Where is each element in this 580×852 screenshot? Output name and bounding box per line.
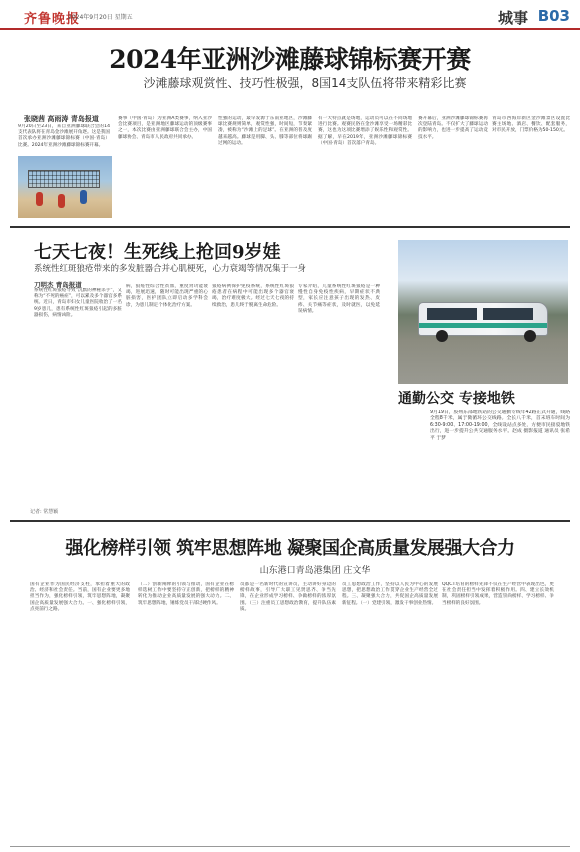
story2-col-2: 病，狼疮性综合性贫血，重度肾功能衰竭，进展迅速，随时可能出现严重的心脏损害，医护团队立即启动多学科会诊，为患儿制定个体化治疗方案。 bbox=[126, 284, 208, 308]
story1-col-3: 性强的运动，最早发源于东南亚地区，沙滩藤球比赛规则简单，观赏性强，时间短，节奏紧凑，被称为“沙滩上的足球”。在亚洲的普及度越来越高。藤球是用脚、头、膝等部位将球踢过网的运动。 bbox=[218, 116, 312, 146]
section-divider bbox=[10, 520, 570, 522]
masthead bbox=[0, 0, 580, 30]
story1-col-5: 赛开幕后，亚洲沙滩藤球锦标赛再次登陆青岛。不仅扩大了藤球运动的影响力，也进一步提高了运动竞技水平。 bbox=[418, 116, 488, 140]
story4-headline: 强化榜样引领 筑牢思想阵地 凝聚国企高质量发展强大合力 bbox=[65, 538, 515, 559]
story1-col-4: 有一大特点就是场地，运动员可以在不同场地进行比赛。观赛民俗在金沙滩享受一场精彩比赛，这也为这项比赛增添了娱乐性和观赏性。据了解，早在2019年，亚洲沙滩藤球锦标赛（中国·青岛）首次落户青岛。 bbox=[318, 116, 412, 146]
story1-col-6: 青岛市西海岸新区金沙滩景区设置比赛主场地、酒店、餐饮、配套服务，对市民开放，门票价格为50-150元。 bbox=[492, 116, 570, 134]
story2-byline: 刀明杰 青岛报道 bbox=[34, 281, 82, 289]
story2-col-4: 专家介绍，儿童系统性红斑狼疮是一种慢性自身免疫性疾病，早期症状不典型，家长应注意孩子出现的发热、皮疹、关节痛等症状，及时就医，以免延误病情。 bbox=[298, 284, 380, 314]
player-figure bbox=[36, 192, 43, 206]
bus-wheel bbox=[436, 330, 448, 342]
story4-col-5: QQCT培育的榜样先锋不仅在生产经营中表现出色，更在社会责任担当中发挥着积极作用。四、建立长效机制，巩固榜样引领成果，营造崇尚榜样、学习榜样、争当榜样的良好氛围。 bbox=[442, 582, 554, 606]
story4-col-4: 员工思想政治工作，坚持以人民为中心的发展思想，把思想政治工作贯穿企业生产经营全过程。三、凝聚强大合力，共促国企高质量发展新征程。（一）党建引领，激发干事创业热情。 bbox=[342, 582, 438, 606]
section-divider bbox=[10, 226, 570, 228]
story2-headline: 七天七夜！生死线上抢回9岁娃 bbox=[34, 242, 281, 263]
story3-caption: 9月19日，胶州东部地铁站的公交通勤专线年42路正式开通，线路全程8千米，属于微循环公交线路。全长八千米，首末班车时间为6:30-9:00、17:00-19:00，全线设站点多处，方便市民接驳地铁出行，进一步提升公共交通服务水平。赵成 摄影报道 通讯员 张希平 于梦 bbox=[430, 410, 570, 441]
page-footer-rule bbox=[10, 846, 570, 847]
newspaper-logo: 齐鲁晚报 bbox=[24, 12, 81, 27]
story2-subheadline: 系统性红斑狼疮带来的多发脏器合并心肌梗死，心力衰竭等情况集于一身 bbox=[34, 264, 307, 274]
page-number: B03 bbox=[537, 7, 570, 25]
section-title: 城事 bbox=[497, 9, 528, 27]
sepak-takraw-photo bbox=[18, 156, 112, 218]
story1-byline: 张晓茜 高雨涛 青岛报道 bbox=[24, 115, 99, 123]
story1-subheadline: 沙滩藤球观赏性、技巧性极强，8国14支队伍将带来精彩比赛 bbox=[143, 76, 467, 90]
story4-author: 山东港口青岛港集团 庄文华 bbox=[259, 566, 371, 576]
story2-col-1: 系统性红斑狼疮导致“沉默的神秘杀手”，又称为“不死的癌症”，可以累及多个器官多系统。近日，青岛市妇女儿童医院收治了一名9岁患儿，患有系统性红斑狼疮引起的多脏器损伤，病情凶险。 bbox=[34, 288, 122, 318]
story4-col-2: （二）创新阐释的引领与推动，国有企业在榜样选树工作中要坚持守正创新，把榜样的精神转化为推动企业高质量发展的强大动力。二、筑牢思想阵地，锤炼党员干部过硬作风。 bbox=[138, 582, 234, 606]
player-figure bbox=[80, 190, 87, 204]
bus-photo bbox=[398, 240, 568, 384]
story1-headline: 2024年亚洲沙滩藤球锦标赛开赛 bbox=[109, 45, 471, 74]
issue-date: 2024年9月20日 星期五 bbox=[68, 14, 133, 21]
story4-col-3: 员都是一名新时代的宣讲员，主动讲好身边的榜样故事，引导广大职工见贤思齐、争当先锋，在企业形成学习榜样、争做榜样的浓厚氛围。（三）注重员工思想政治教育，提升队伍素质。 bbox=[240, 582, 336, 612]
story3-headline: 通勤公交 专接地铁 bbox=[398, 391, 515, 407]
player-figure bbox=[58, 194, 65, 208]
net-graphic bbox=[28, 170, 100, 188]
photo-credit: 记者: 常慧颖 bbox=[30, 509, 59, 515]
story1-col-2: 赛事（中国·青岛）为亚洲A类赛事，纳入亚沙会比赛项目，是亚洲地区藤球运动的顶级赛事之一，本次比赛由亚洲藤球联合会主办，中国藤球协会、青岛市人民政府共同承办。 bbox=[118, 116, 212, 140]
story4-col-1: 国有企业作为国民经济支柱，承担着重大的政治、经济和社会责任。当前，国有企业要更多地担当作为，强化榜样引领，筑牢思想阵地，凝聚国企高质量发展强大合力。一、强化榜样引领，点亮前行之路。 bbox=[30, 582, 130, 612]
story2-col-3: 狼疮病例保护免疫系统，系统性红斑狼疮患者在病程中可能出现多个器官衰竭，治疗难度极大。经过七天七夜的持续救治，患儿终于脱离生命危险。 bbox=[212, 284, 294, 308]
bus-wheel bbox=[524, 330, 536, 342]
story1-col-1: 9月20日至23日，来自亚洲藤球联合会的14支代表队将在青岛金沙滩展开角逐。这是我国首次承办亚洲沙滩藤球锦标赛（中国·青岛）比赛。2024年亚洲沙滩藤球锦标赛开幕。 bbox=[18, 124, 110, 148]
